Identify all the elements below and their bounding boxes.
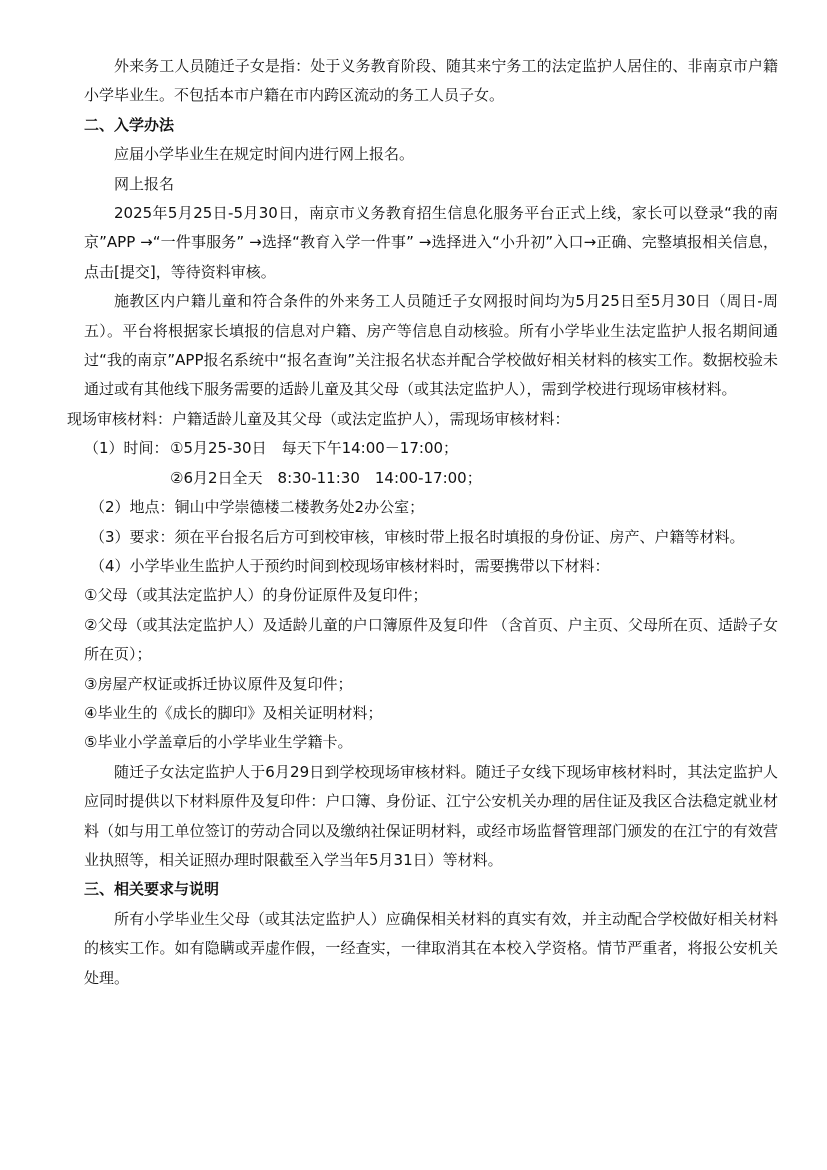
- time-label: （1）时间：: [84, 439, 169, 458]
- para-online-intro: 应届小学毕业生在规定时间内进行网上报名。: [114, 145, 415, 164]
- para-migrant: 随迁子女法定监护人于6月29日到学校现场审核材料。随迁子女线下现场审核材料时，其法定监护人应同时提供以下材料原件及复印件：户口簿、身份证、江宁公安机关办理的居住证及我区合法稳定就业材料（如与用工单位签订的劳动合同以及缴纳社保证明材料，或经市场监督管理部门颁发的在江宁的有效营业执照等，相关证照办理时限截至入学当年5月31日）等材料。: [84, 762, 778, 869]
- para-requirements: 所有小学毕业生父母（或其法定监护人）应确保相关材料的真实有效，并主动配合学校做好相关材料的核实工作。如有隐瞒或弄虚作假，一经查实，一律取消其在本校入学资格。情节严重者，将报公安机关处理。: [84, 909, 778, 987]
- para-registration: 施教区内户籍儿童和符合条件的外来务工人员随迁子女网报时间均为5月25日至5月30日（周日-周五）。平台将根据家长填报的信息对户籍、房产等信息自动核验。所有小学毕业生法定监护人报名期间通过“我的南京”APP报名系统中“报名查询”关注报名状态并配合学校做好相关材料的核实工作。数据校验未通过或有其他线下服务需要的适龄儿童及其父母（或其法定监护人），需到学校进行现场审核材料。: [84, 292, 778, 399]
- section2-heading: 二、入学办法: [84, 115, 175, 134]
- time-row-2: [84, 464, 778, 493]
- time-row-1: [84, 434, 778, 463]
- material-item: ③房屋产权证或拆迁协议原件及复印件；: [84, 674, 353, 693]
- para-onsite-intro: 现场审核材料：户籍适龄儿童及其父母（或法定监护人），需现场审核材料：: [67, 409, 570, 428]
- para-definition: 外来务工人员随迁子女是指：处于义务教育阶段、随其来宁务工的法定监护人居住的、非南京市户籍小学毕业生。不包括本市户籍在市内跨区流动的务工人员子女。: [84, 57, 778, 105]
- materials-intro: （4）小学毕业生监护人于预约时间到校现场审核材料时，需要携带以下材料：: [90, 556, 610, 575]
- location: （2）地点：铜山中学崇德楼二楼教务处2办公室；: [90, 498, 425, 517]
- requirement: （3）要求：须在平台报名后方可到校审核，审核时带上报名时填报的身份证、房产、户籍等材料。: [90, 527, 745, 546]
- para-online-steps: 2025年5月25日-5月30日，南京市义务教育招生信息化服务平台正式上线，家长可以登录“我的南京”APP →“一件事服务” →选择“教育入学一件事” →选择进入“小升初”入口→正确、完整填报相关信息，点击[提交]，等待资料审核。: [84, 204, 778, 281]
- time-slot-2: ②6月2日全天 8:30-11:30 14:00-17:00；: [170, 468, 482, 487]
- material-item: ①父母（或其法定监护人）的身份证原件及复印件；: [84, 586, 428, 605]
- para-online-label: 网上报名: [114, 174, 175, 193]
- document-page: [67, 52, 778, 993]
- material-item: ④毕业生的《成长的脚印》及相关证明材料；: [84, 703, 383, 722]
- section3-heading: 三、相关要求与说明: [84, 880, 220, 899]
- material-item: ⑤毕业小学盖章后的小学毕业生学籍卡。: [84, 733, 353, 752]
- material-item: ②父母（或其法定监护人）及适龄儿童的户口簿原件及复印件 （含首页、户主页、父母所在页、适龄子女所在页）；: [84, 615, 778, 664]
- time-slot-1: ①5月25-30日 每天下午14:00－17:00；: [170, 439, 459, 458]
